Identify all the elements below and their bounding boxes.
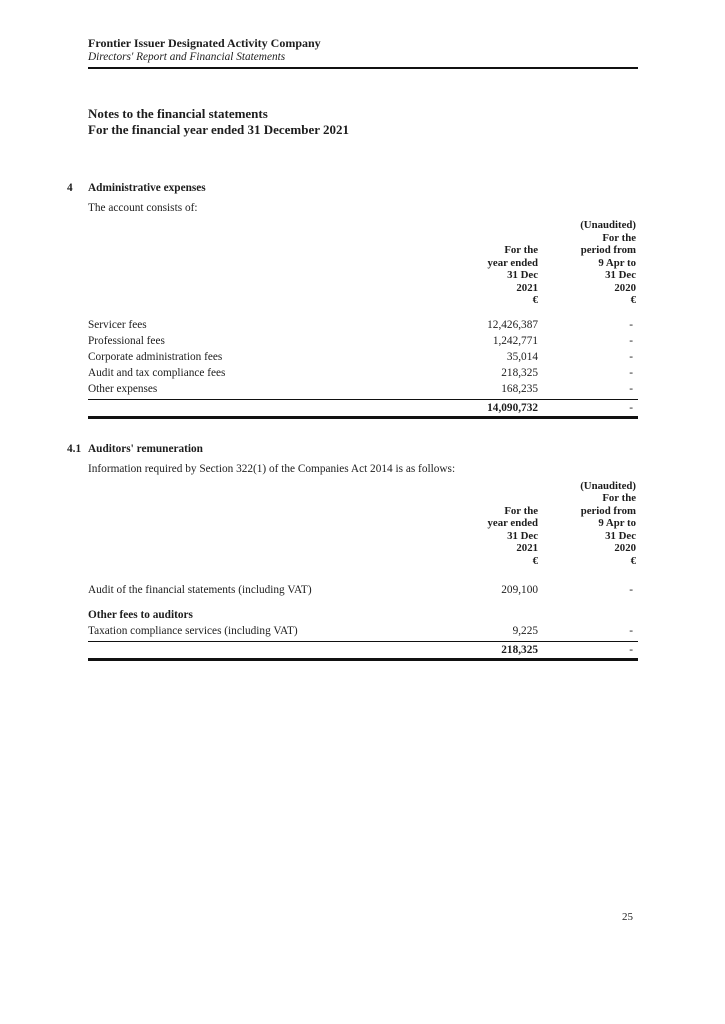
section-4-1-total-rule	[88, 641, 638, 661]
column-header-line: period from	[580, 244, 636, 256]
section-4-number: 4	[67, 182, 73, 194]
table-subheading-row	[88, 607, 638, 623]
page-number: 25	[622, 911, 633, 923]
column-header-line: 2021	[516, 281, 538, 294]
column-header-line: 2021	[516, 542, 538, 554]
total-label	[88, 401, 438, 415]
row-value-2020: -	[629, 382, 633, 395]
column-header-line: 2020	[614, 281, 636, 294]
section-4-heading	[67, 181, 638, 195]
column-header-line: 9 Apr to	[598, 517, 636, 529]
section-4-1-intro: Information required by Section 322(1) of the Companies Act 2014 is as follows:	[88, 462, 456, 475]
row-value-2021: 9,225	[512, 625, 538, 637]
row-value-2021: 35,014	[506, 350, 538, 363]
section-4-title: Administrative expenses	[88, 182, 206, 194]
row-value-2020: -	[629, 584, 633, 596]
column-header-line: year ended	[487, 517, 538, 529]
row-value-2021: 1,242,771	[492, 334, 538, 347]
column-header-line: year ended	[487, 256, 538, 269]
company-name: Frontier Issuer Designated Activity Company	[88, 36, 321, 50]
column-header-line: 31 Dec	[605, 529, 636, 542]
column-header-line: 2020	[614, 542, 636, 554]
section-4-1-heading	[67, 442, 638, 456]
section-4-1-title: Auditors' remuneration	[88, 442, 203, 455]
row-value-2020: -	[629, 625, 633, 637]
column-header-line: (Unaudited)	[580, 219, 636, 231]
section-4-1-column-headers	[88, 480, 638, 568]
section-4-table	[88, 317, 638, 397]
section-4-1-table	[88, 582, 638, 639]
total-row	[88, 642, 638, 658]
total-value-2021: 14,090,732	[487, 401, 538, 414]
table-row	[88, 623, 638, 639]
row-value-2020: -	[629, 318, 633, 331]
table-row	[88, 333, 638, 349]
column-header-line: 31 Dec	[507, 269, 538, 281]
table-row	[88, 381, 638, 397]
column-header-line: For the	[602, 231, 636, 244]
row-label: Professional fees	[88, 334, 165, 347]
total-value-2020: -	[629, 644, 633, 656]
row-value-2020: -	[629, 334, 633, 347]
section-4-intro: The account consists of:	[88, 202, 198, 214]
section-4-1	[67, 442, 638, 662]
total-value-2020: -	[629, 401, 633, 414]
section-4-total-rule	[88, 399, 638, 419]
section-4-column-headers	[88, 219, 638, 307]
table-row	[88, 349, 638, 365]
row-label: Taxation compliance services (including VAT)	[88, 625, 298, 637]
row-label: Other expenses	[88, 382, 158, 395]
column-header-2020	[538, 219, 638, 307]
column-header-2020	[538, 480, 638, 568]
total-row	[88, 400, 638, 416]
column-header-line: period from	[580, 504, 636, 517]
page-title	[88, 106, 638, 137]
column-header-line: 31 Dec	[507, 529, 538, 542]
column-header-line: 31 Dec	[605, 269, 636, 281]
column-header-line: (Unaudited)	[580, 479, 636, 492]
column-header-line: 9 Apr to	[598, 256, 636, 269]
column-header-line: For the	[504, 244, 538, 256]
table-row	[88, 582, 638, 598]
row-label: Audit of the financial statements (including VAT)	[88, 584, 312, 596]
section-4-1-number: 4.1	[67, 442, 82, 455]
total-label	[88, 643, 438, 657]
section-4	[67, 181, 638, 419]
row-label: Audit and tax compliance fees	[88, 366, 226, 379]
currency-symbol: €	[630, 294, 636, 306]
total-value-2021: 218,325	[501, 644, 538, 656]
table-row	[88, 365, 638, 381]
row-value-2021: 209,100	[501, 584, 538, 596]
column-header-line: For the	[504, 504, 538, 517]
row-value-2021: 168,235	[501, 382, 538, 395]
row-label: Corporate administration fees	[88, 350, 223, 363]
column-header-2021	[438, 505, 538, 568]
column-header-2021	[438, 244, 538, 307]
row-label: Other fees to auditors	[88, 609, 193, 621]
row-value-2020: -	[629, 350, 633, 363]
row-label: Servicer fees	[88, 318, 147, 331]
page-title-line2: For the financial year ended 31 December 2021	[88, 121, 350, 137]
row-value-2020: -	[629, 366, 633, 379]
document-header	[88, 36, 638, 69]
row-value-2021: 12,426,387	[487, 318, 538, 331]
page-title-line1: Notes to the financial statements	[88, 106, 268, 121]
report-subtitle: Directors' Report and Financial Statements	[88, 51, 286, 63]
row-value-2021	[438, 607, 538, 623]
row-value-2020	[538, 607, 638, 623]
row-value-2021: 218,325	[501, 366, 538, 379]
table-row	[88, 317, 638, 333]
header-rule	[88, 67, 638, 69]
currency-symbol: €	[532, 554, 538, 567]
currency-symbol: €	[630, 554, 636, 567]
currency-symbol: €	[532, 294, 538, 306]
column-header-line: For the	[602, 492, 636, 504]
